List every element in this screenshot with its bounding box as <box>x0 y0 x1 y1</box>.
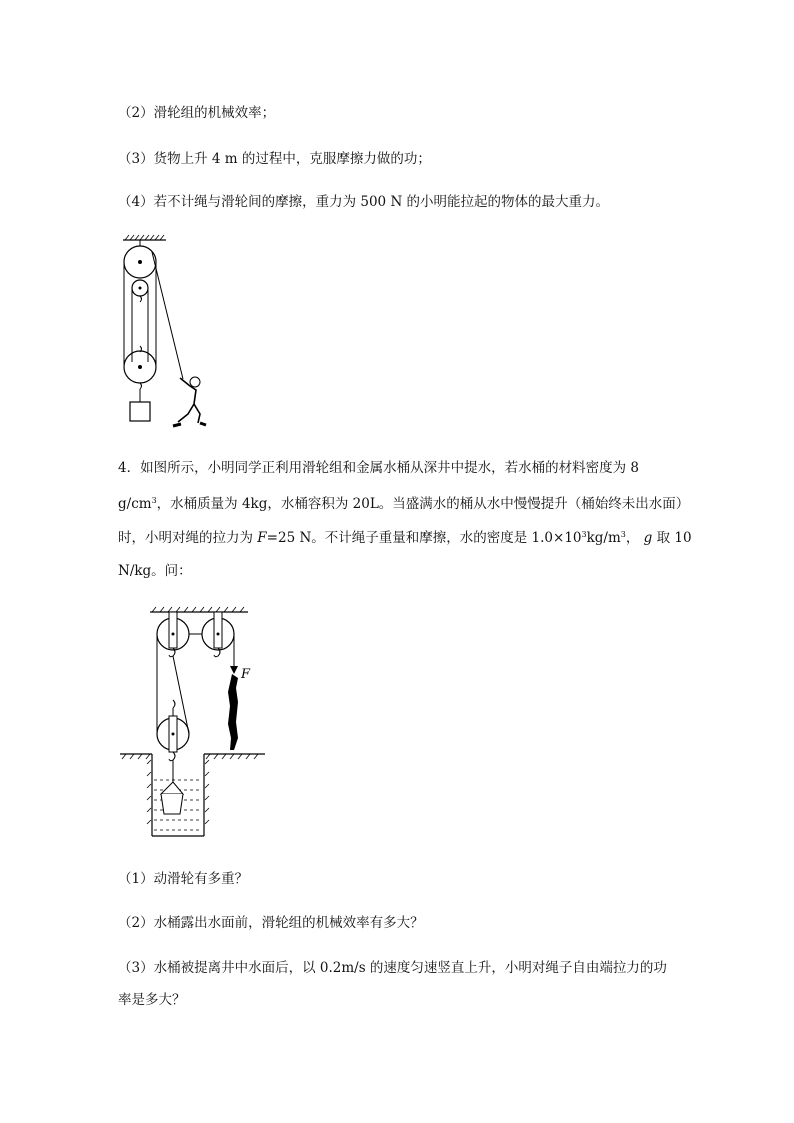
q4-stem-line4: N/kg。问： <box>118 563 192 579</box>
q4-stem-line2 <box>118 492 689 513</box>
q4-sub2-text: （2）水桶露出水面前，滑轮组的机械效率有多大？ <box>118 915 424 931</box>
q4-line3-e: 取 10 <box>652 530 692 546</box>
q4-sub3-continuation: 率是多大？ <box>118 992 186 1008</box>
q3-sub2-text: （2）滑轮组的机械效率； <box>118 105 276 121</box>
q4-stem-line1: 4．如图所示，小明同学正利用滑轮组和金属水桶从深井中提水，若水桶的材料密度为 8 <box>118 460 639 476</box>
q4-line3-c: kg/m <box>586 530 621 546</box>
q4-line3-a: 时，小明对绳的拉力为 <box>118 530 258 546</box>
q4-unit-gcm: g/cm <box>118 496 152 512</box>
q4-line3-b: =25 N。不计绳子重量和摩擦，水的密度是 1.0×10 <box>266 530 582 546</box>
q4-sub1-text: （1）动滑轮有多重？ <box>118 871 249 887</box>
q4-force-symbol: F <box>257 530 267 546</box>
q4-sup-3a: 3 <box>581 530 587 539</box>
q4-line2-rest: ，水桶质量为 4kg，水桶容积为 20L。当盛满水的桶从水中慢慢提升（桶始终未出水面） <box>156 496 690 512</box>
well-pulley-figure <box>120 604 270 840</box>
q4-sup-3b: 3 <box>620 530 626 539</box>
q4-sup: 3 <box>151 496 157 505</box>
pulley-person-figure <box>118 234 218 434</box>
q3-sub3-text: （3）货物上升 4 m 的过程中，克服摩擦力做的功； <box>118 151 431 167</box>
q4-g-symbol: g <box>643 530 653 546</box>
q3-sub4-text: （4）若不计绳与滑轮间的摩擦，重力为 500 N 的小明能拉起的物体的最大重力。 <box>118 194 610 210</box>
force-label-F: F <box>241 667 251 682</box>
q4-sub3-text: （3）水桶被提离井中水面后，以 0.2m/s 的速度匀速竖直上升，小明对绳子自由端拉力的功 <box>118 960 667 976</box>
q4-line3-d: ， <box>625 530 644 546</box>
q4-stem-line3 <box>118 526 692 547</box>
